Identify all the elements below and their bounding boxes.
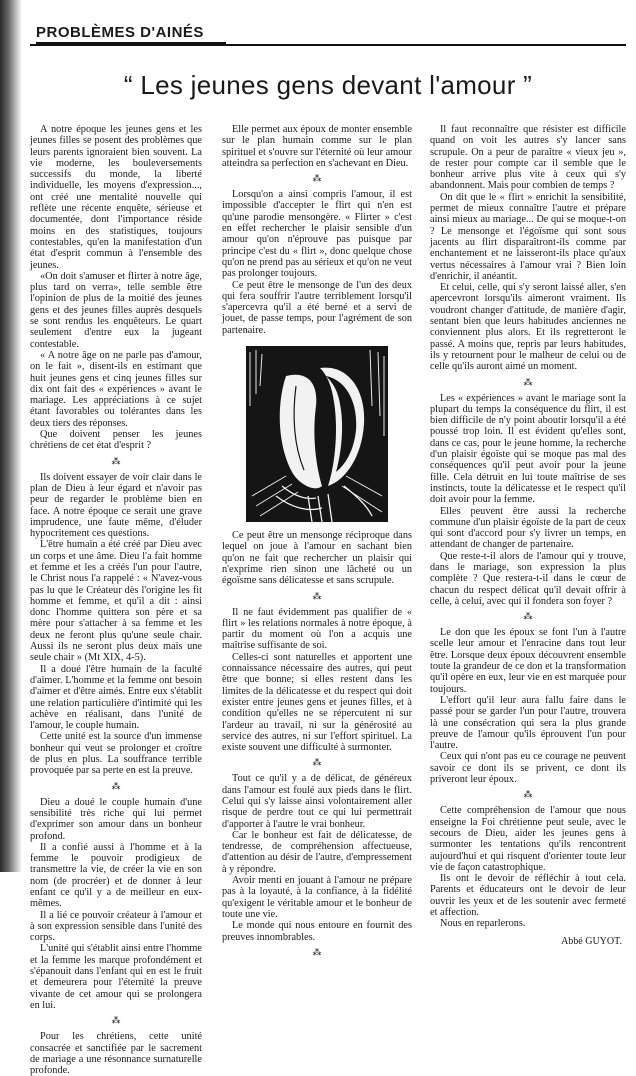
paragraph: Cette unité est la source d'un immense bonheur qui veut se prolonger et croître de plus en plus. La souffrance terrible provoquée par sa perte en est la preuve. bbox=[30, 731, 202, 777]
paragraph: Il a lié ce pouvoir créateur à l'amour et à son expression sensible dans l'unité des corps. bbox=[30, 909, 202, 944]
paragraph: Que doivent penser les jeunes chrétiens de cet état d'esprit ? bbox=[30, 429, 202, 452]
paragraph: L'effort qu'il leur aura fallu faire dans le passé pour se garder l'un pour l'autre, trouvera là une consécration qui sera la plus grande preuve de l'amour qu'ils éprouvent l'un pour l'autre. bbox=[430, 694, 626, 752]
rubric-underline bbox=[36, 42, 226, 45]
paragraph: Dieu a doué le couple humain d'une sensibilité très riche qui lui permet d'exprimer son amour dans un bonheur profond. bbox=[30, 796, 202, 842]
paragraph: Les « expériences » avant le mariage sont la plupart du temps la conséquence du flirt, il est bien difficile de n'y point aboutir lorsqu'il a été poussé trop loin. Il est évident qu'elles sont, dans ce cas, pour le jeune homme, la recherche d'un plaisir égoïste qui se moque pas mal des conséquences qu'il peut avoir pour la jeune fille. Cela détruit en lui toute maîtrise de ses instincts, toute la délicatesse et le respect qu'il doit avoir pour la femme. bbox=[430, 392, 626, 506]
paragraph: Cette compréhension de l'amour que nous enseigne la Foi chrétienne peut seule, avec le secours de Dieu, aider les jeunes gens à surmonter les tentations qu'ils rencontrent aujourd'hui et qui risquent d'orienter toute leur vie de façon catastrophique. bbox=[430, 805, 626, 873]
woodcut-illustration bbox=[246, 346, 388, 522]
paragraph: Il faut reconnaître que résister est difficile quand on voit les autres s'y lancer sans scrupule. On a peur de paraître « vieux jeu », de rester pour compte car il semble que le bonheur arrive plus vite à ceux qui s'y abandonnent. Mais pour combien de temps ? bbox=[430, 124, 626, 192]
paragraph: Que reste-t-il alors de l'amour qui y trouve, dans le mariage, son expression la plus complète ? Que restera-t-il dans le cœur de chacun du respect délicat qu'il devait offrir à celle, à celui, avec qui il fondera son foyer ? bbox=[430, 550, 626, 607]
paragraph: Il ne faut évidemment pas qualifier de « flirt » les relations normales à notre époque, à partir du moment où l'on a acquis une maîtrise suffisante de soi. bbox=[222, 606, 412, 652]
paragraph: Ils doivent essayer de voir clair dans le plan de Dieu à leur égard et n'avoir pas peur de regarder le problème bien en face. A notre époque ce serait une grave imprudence, une faute même, d'éluder hypocritement ces questions. bbox=[30, 471, 202, 540]
paragraph: Celles-ci sont naturelles et apportent une connaissance nécessaire des autres, qui peut être que bonne; si elles restent dans les limites de la délicatesse et du respect qui doit exister entre jeunes gens et jeunes filles, et à condition qu'elles ne se répercutent ni sur l'ardeur au travail, ni sur la générosité au service des autres, ni sur l'effort spirituel. La existe souvent une difficulté à surmonter. bbox=[222, 651, 412, 754]
paragraph: «On doit s'amuser et flirter à notre âge, plus tard on verra», telle semble être l'opinion de plus de la moitié des jeunes gens et des jeunes filles auprès desquels se sont rendus les enquêteurs. Le quart seulement d'entre eux la jugeant contestable. bbox=[30, 270, 202, 350]
illustration-container bbox=[222, 346, 412, 522]
rubric-label: PROBLÈMES D'AINÉS bbox=[36, 24, 204, 41]
paragraph: On dit que le « flirt » enrichit la sensibilité, permet de mieux connaître l'autre et prépare ainsi mieux au mariage... De qui se moque-t-on ? Le mensonge et l'égoïsme qui sont sous jacents au flirt disparaîtront-ils comme par enchantement et ne laisseront-ils place qu'aux vertus nécessaires à l'amour vrai ? Bien loin d'enrichir, il anéantit. bbox=[430, 191, 626, 282]
ornament-separator: ⁂ bbox=[523, 376, 533, 387]
ornament-separator: ⁂ bbox=[111, 1015, 121, 1026]
column-1 bbox=[30, 124, 202, 1076]
paragraph: Nous en reparlerons. bbox=[440, 918, 526, 930]
ornament-separator: ⁂ bbox=[312, 757, 322, 768]
ornament-separator: ⁂ bbox=[312, 590, 322, 601]
paragraph: Elles peuvent être aussi la recherche commune d'un plaisir égoïste de la part de ceux qui sont d'accord pour s'y livrer un temps, en attendant de changer de partenaire. bbox=[430, 505, 626, 551]
paragraph: Ce peut être un mensonge réciproque dans lequel on joue à l'amour en sachant bien qu'on ne fait que rechercher un plaisir qui n'exprime rien sinon une lâcheté ou un égoïsme sans délicatesse et sans scrupule. bbox=[222, 530, 412, 587]
ornament-separator: ⁂ bbox=[111, 780, 121, 791]
paragraph: Ils ont le devoir de réfléchir à tout cela. Parents et éducateurs ont le devoir de leur ouvrir les yeux et de les soutenir avec fermeté et affection. bbox=[430, 873, 626, 918]
ornament-separator: ⁂ bbox=[523, 611, 533, 622]
page-binding-shadow bbox=[0, 0, 22, 872]
paragraph: Avoir menti en jouant à l'amour ne prépare pas à la loyauté, à la confiance, à la fidélité qu'exigent le véritable amour et le bonheur de toute une vie. bbox=[222, 875, 412, 920]
paragraph: Pour les chrétiens, cette unité consacrée et sanctifiée par le sacrement de mariage a une résonnance surnaturelle profonde. bbox=[30, 1031, 202, 1076]
paragraph: Lorsqu'on a ainsi compris l'amour, il est impossible d'accepter le flirt qui n'en est qu'une parodie mensongère. « Flirter » c'est en effet rechercher le plaisir sensible d'un amour qu'on n'éprouve pas puisque par principe c'est du « flirt », donc quelque chose qu'on ne prend pas au sérieux et qu'on ne veut pas prolonger toujours. bbox=[222, 189, 412, 280]
paragraph: Tout ce qu'il y a de délicat, de généreux dans l'amour est foulé aux pieds dans le flirt. Celui qui s'y laisse ainsi volontairement aller risque de perdre tout ce qui lui permettrait d'apporter à l'autre le vrai bonheur. bbox=[222, 773, 412, 830]
column-3 bbox=[430, 124, 626, 947]
ornament-separator: ⁂ bbox=[523, 789, 533, 800]
paragraph: « A notre âge on ne parle pas d'amour, on le fait », disent-ils en estimant que huit jeunes gens et cinq jeunes filles sur dix ont fait des « expériences » avant le mariage. Les appréciations à ce sujet étant favorables ou tolérantes dans les deux tiers des réponses. bbox=[30, 349, 202, 429]
column-2 bbox=[222, 124, 412, 957]
ornament-separator: ⁂ bbox=[111, 455, 121, 466]
author-signature: Abbé GUYOT. bbox=[561, 935, 622, 947]
article-title: “ Les jeunes gens devant l'amour ” bbox=[123, 70, 533, 100]
ornament-separator: ⁂ bbox=[312, 946, 322, 957]
paragraph: Ceux qui n'ont pas eu ce courage ne peuvent savoir ce dont ils se privent, ce dont ils priveront leur époux. bbox=[430, 751, 626, 786]
paragraph: Il a confié aussi à l'homme et à la femme le pouvoir prodigieux de transmettre la vie, de créer la vie en son nom (de procréer) et de donner à leur enfant ce qu'il y a de meilleur en eux-mêmes. bbox=[30, 841, 202, 910]
paragraph: Et celui, celle, qui s'y seront laissé aller, s'en apercevront lorsqu'ils aimeront vraiment. Ils voudront changer d'attitude, de manière d'agir, sentant bien que leurs habitudes anciennes ne conviennent plus alors. Et ils regretteront le passé. A moins que, repris par leurs habitudes, ils y retournent pour le malheur de celui ou de celle qu'ils auront aimé un moment. bbox=[430, 282, 626, 373]
paragraph: L'unité qui s'établit ainsi entre l'homme et la femme les marque profondément et s'épanouit dans l'enfant qui en est le fruit et demeurera pour l'éternité la preuve vivante de cet amour qui se prolongera en lui. bbox=[30, 943, 202, 1011]
paragraph: A notre époque les jeunes gens et les jeunes filles se posent des problèmes que leurs parents ignoraient bien souvent. La vie moderne, les bouleversements successifs du monde, la liberté individuelle, les moyens d'expression..., ont créé une mentalité nouvelle qui reflète une récente enquête, sérieuse et documentée, dont l'importance réside moins en des statistiques, toujours contestables, qu'en la manifestation d'un état d'esprit commun à l'ensemble des jeunes. bbox=[30, 124, 202, 271]
paragraph: Il a doué l'être humain de la faculté d'aimer. L'homme et la femme ont besoin d'aimer et d'être aimés. Entre eux s'établit une relation particulière d'intimité qui les achève en réalisant, dans l'unité de l'amour, le couple humain. bbox=[30, 663, 202, 732]
paragraph: Le don que les époux se font l'un à l'autre scelle leur amour et l'enracine dans tout leur être. Lorsque deux époux découvrent ensemble toute la grandeur de ce don et la transformation qu'il opère en eux, leur vie en est marquée pour toujours. bbox=[430, 627, 626, 695]
paragraph: Ce peut être le mensonge de l'un des deux qui fera souffrir l'autre terriblement lorsqu'il s'apercevra qu'il a été berné et a servi de jouet, de passe temps, pour l'agrément de son partenaire. bbox=[222, 279, 412, 336]
header-bar bbox=[30, 22, 626, 46]
paragraph: Elle permet aux époux de monter ensemble sur le plan humain comme sur le plan spirituel et s'ouvre sur l'éternité où leur amour atteindra sa perfection en s'achevant en Dieu. bbox=[222, 124, 412, 169]
paragraph: L'être humain a été créé par Dieu avec un corps et une âme. Dieu l'a fait homme et femme et les a créés l'un pour l'autre, le Christ nous l'a rappelé : « N'avez-vous pas lu que le Créateur dès l'origine les fit homme et femme, et qu'il a dit : ainsi donc l'homme quittera son père et sa mère pour s'attacher à sa femme et les deux ne feront plus qu'une seule chair. Aussi ils ne seront plus deux mais une seule chair » (Mt XIX, 4-5). bbox=[30, 539, 202, 664]
paragraph: Le monde qui nous entoure en fournit des preuves innombrables. bbox=[222, 920, 412, 943]
paragraph: Car le bonheur est fait de délicatesse, de tendresse, de compréhension affectueuse, d'attention au désir de l'autre, d'empressement à y répondre. bbox=[222, 829, 412, 875]
ornament-separator: ⁂ bbox=[312, 173, 322, 184]
